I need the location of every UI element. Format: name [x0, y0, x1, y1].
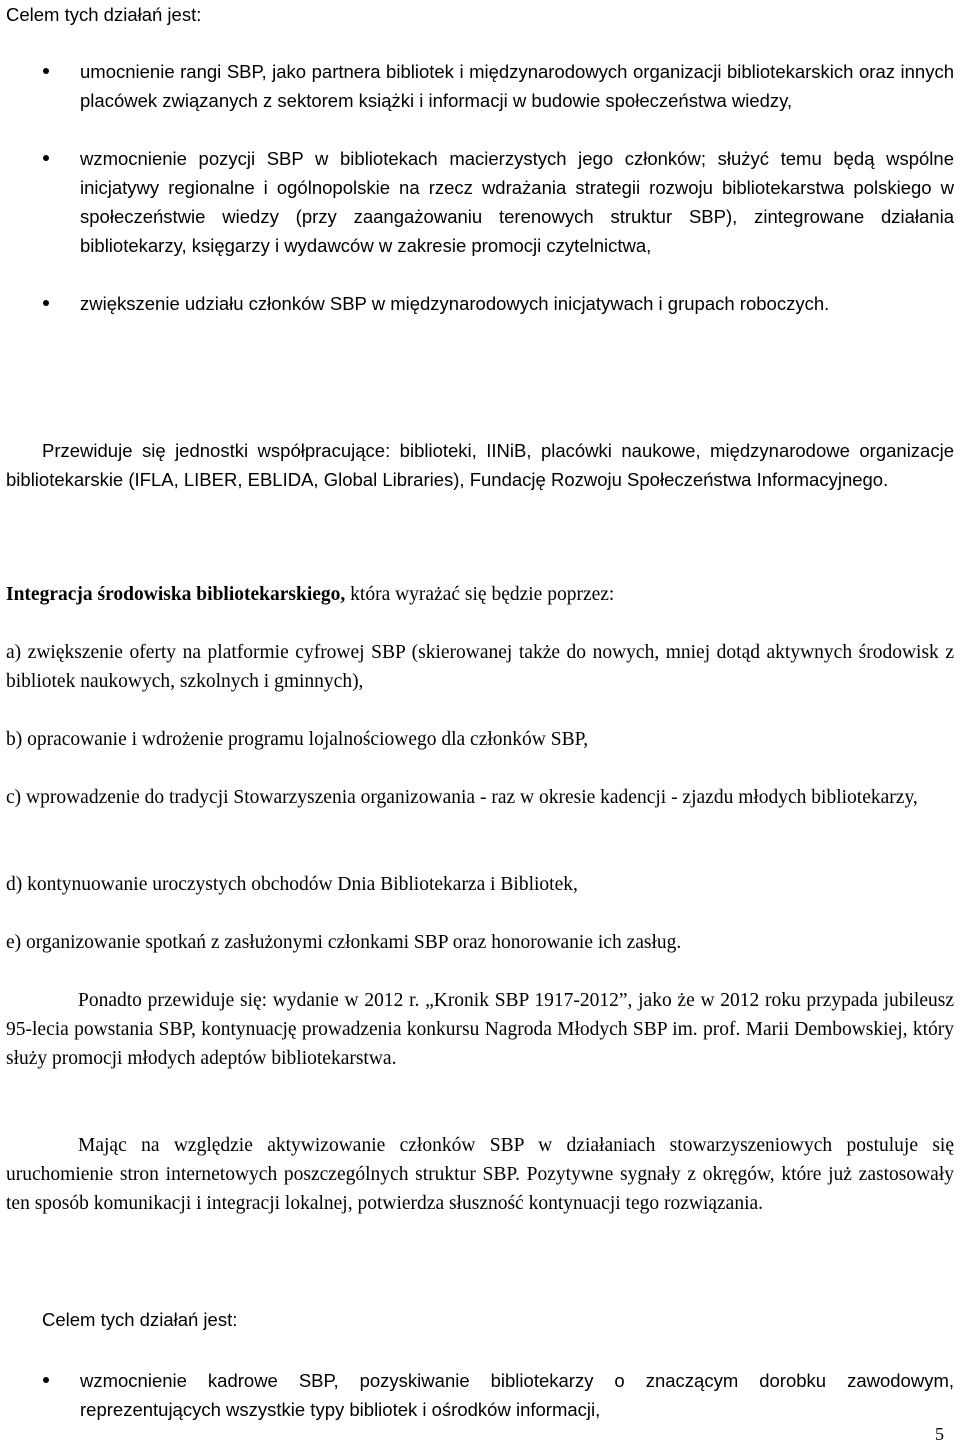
bullet-marker: [43, 1377, 49, 1383]
list-item: e) organizowanie spotkań z zasłużonymi członkami SBP oraz honorowanie ich zasług.: [6, 932, 682, 953]
integration-intro: [6, 580, 954, 609]
bullet-marker: [43, 68, 49, 74]
list-item: d) kontynuowanie uroczystych obchodów Dnia Bibliotekarza i Bibliotek,: [6, 874, 578, 895]
list-item: b) opracowanie i wdrożenie programu lojalnościowego dla członków SBP,: [6, 729, 589, 750]
bullet-item: wzmocnienie pozycji SBP w bibliotekach macierzystych jego członków; służyć temu będą wspólne inicjatywy regionalne i ogólnopolskie na rzecz wdrażania strategii rozwoju bibliotekarstwa polskiego w społeczeństwie wiedzy (przy zaangażowaniu terenowych struktur SBP), zintegrowane działania bibliotekarzy, księgarzy i wydawców w zakresie promocji czytelnictwa,: [80, 148, 954, 256]
majac-paragraph: Mając na względzie aktywizowanie członków SBP w działaniach stowarzyszeniowych postuluje się uruchomienie stron internetowych poszczególnych struktur SBP. Pozytywne sygnały z okręgów, które już zastosowały ten sposób komunikacji i integracji lokalnej, potwierdza słuszność kontynuacji tego rozwiązania.: [6, 1135, 954, 1214]
bullet-item: wzmocnienie kadrowe SBP, pozyskiwanie bibliotekarzy o znaczącym dorobku zawodowym, reprezentujących wszystkie typy bibliotek i ośrodków informacji,: [80, 1370, 954, 1420]
partners-paragraph: Przewiduje się jednostki współpracujące: biblioteki, IINiB, placówki naukowe, międzynarodowe organizacje bibliotekarskie (IFLA, LIBER, EBLIDA, Global Libraries), Fundację Rozwoju Społeczeństwa Informacyjnego.: [6, 440, 954, 490]
bullet-item: umocnienie rangi SBP, jako partnera bibliotek i międzynarodowych organizacji bibliotekarskich oraz innych placówek związanych z sektorem książki i informacji w budowie społeczeństwa wiedzy,: [80, 61, 954, 111]
page-number: 5: [935, 1424, 944, 1444]
bullet-marker: [43, 155, 49, 161]
list-item: c) wprowadzenie do tradycji Stowarzyszenia organizowania - raz w okresie kadencji - zjazdu młodych bibliotekarzy,: [6, 787, 918, 808]
section-heading: Celem tych działań jest:: [6, 4, 202, 25]
bullet-item: zwiększenie udziału członków SBP w międzynarodowych inicjatywach i grupach roboczych.: [80, 293, 830, 314]
section-heading: Celem tych działań jest:: [42, 1309, 238, 1330]
list-item: a) zwiększenie oferty na platformie cyfrowej SBP (skierowanej także do nowych, mniej dotąd aktywnych środowisk z bibliotek naukowych, szkolnych i gminnych),: [6, 642, 954, 692]
integration-bold: Integracja środowiska bibliotekarskiego,: [6, 584, 346, 605]
bullet-marker: [43, 300, 49, 306]
ponadto-paragraph: Ponadto przewiduje się: wydanie w 2012 r. „Kronik SBP 1917-2012”, jako że w 2012 roku przypada jubileusz 95-lecia powstania SBP, kontynuację prowadzenia konkursu Nagroda Młodych SBP im. prof. Marii Dembowskiej, który służy promocji młodych adeptów bibliotekarstwa.: [6, 990, 954, 1069]
integration-rest: która wyrażać się będzie poprzez:: [345, 584, 615, 605]
